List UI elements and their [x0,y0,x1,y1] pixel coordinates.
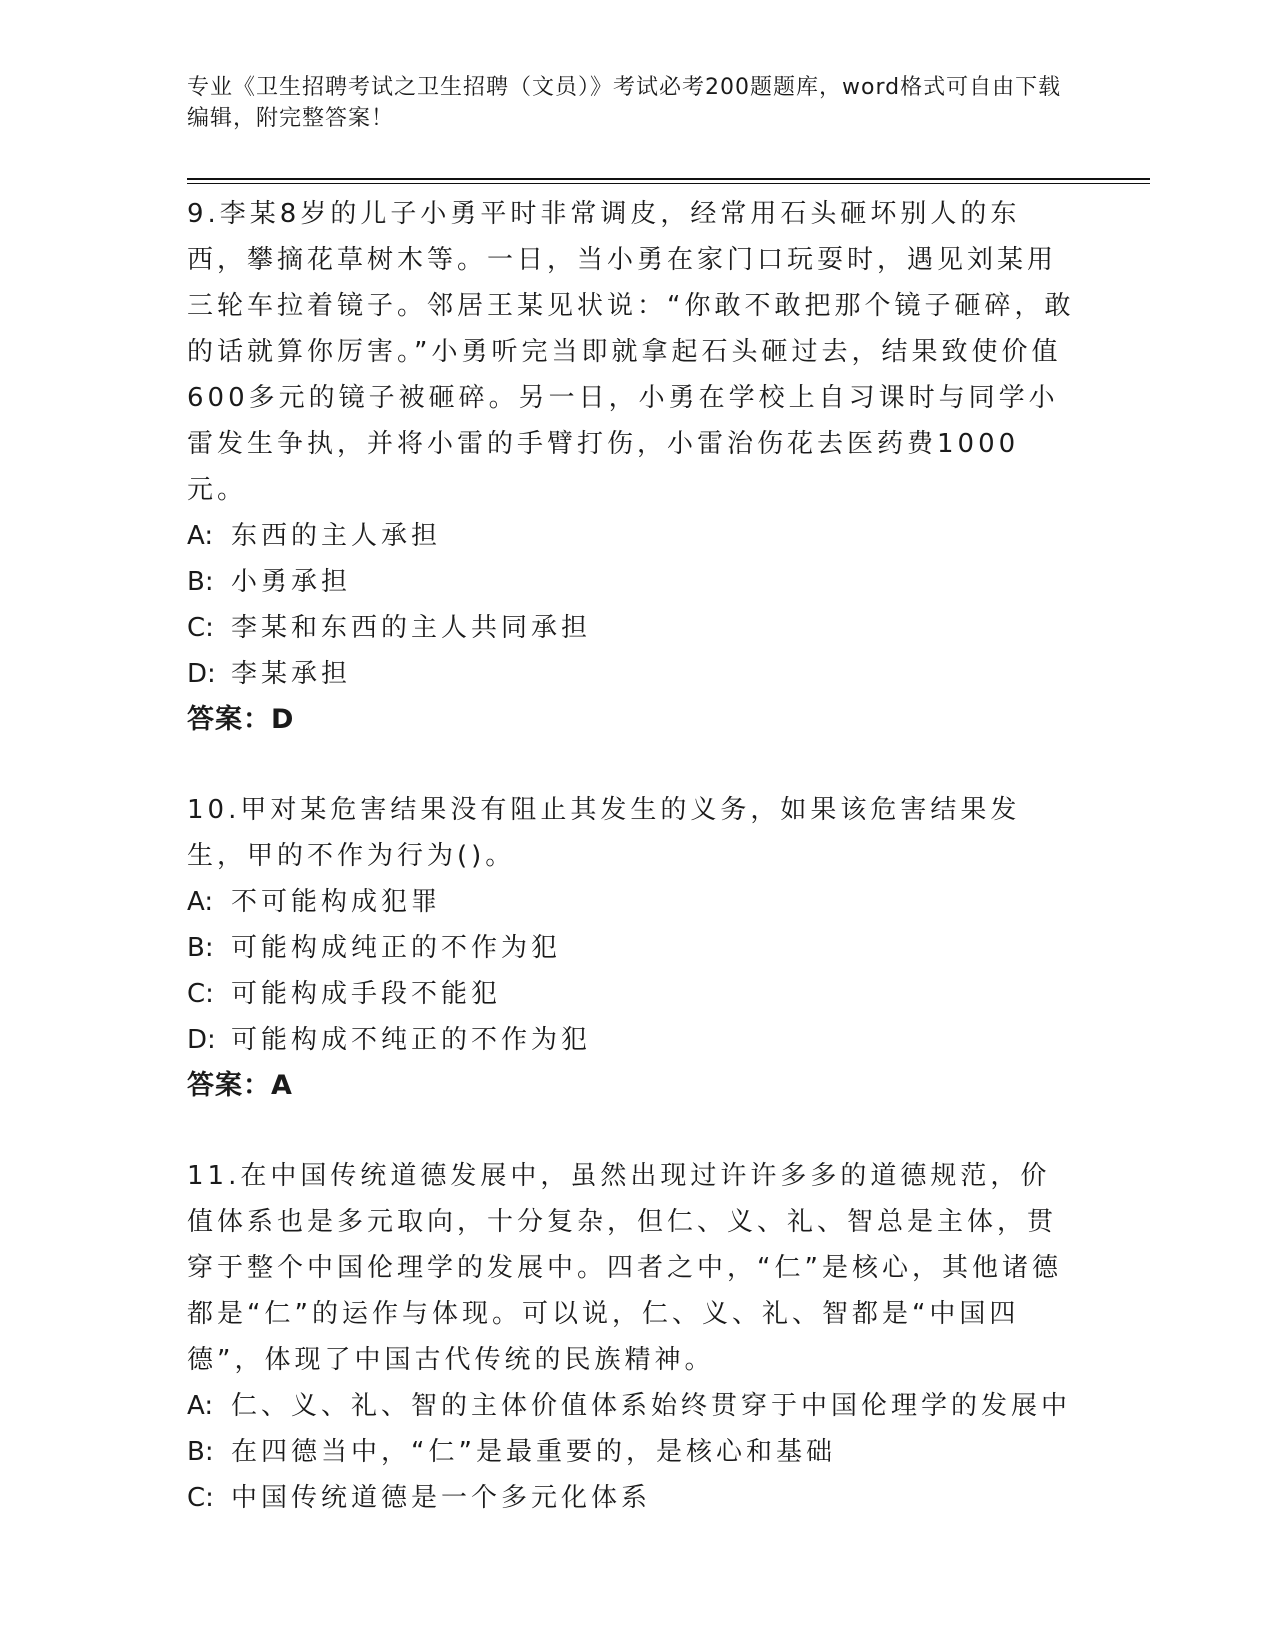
question-text: 10.甲对某危害结果没有阻止其发生的义务，如果该危害结果发生，甲的不作为行为()。 [187,795,1021,871]
option-text: 李某和东西的主人共同承担 [231,613,592,643]
document-header: 专业《卫生招聘考试之卫生招聘（文员）》考试必考200题题库，word格式可自由下载编辑，附完整答案！ [187,75,1062,131]
question-list [187,191,1077,1565]
option-key: D: [187,1025,216,1055]
option-key: C: [187,1483,214,1513]
option-c [187,1475,1077,1521]
option-d [187,651,1077,697]
option-key: B: [187,567,214,597]
option-key: B: [187,933,214,963]
option-c [187,605,1077,651]
option-text: 在四德当中，“仁”是最重要的，是核心和基础 [231,1437,836,1467]
option-d [187,1017,1077,1063]
option-b [187,559,1077,605]
option-text: 李某承担 [231,659,352,689]
option-key: C: [187,613,214,643]
option-text: 小勇承担 [231,567,352,597]
option-a [187,1383,1077,1429]
option-a [187,513,1077,559]
option-key: B: [187,1437,214,1467]
header-rule-thin [187,183,1150,184]
option-b [187,1429,1077,1475]
option-text: 仁、义、礼、智的主体价值体系始终贯穿于中国伦理学的发展中 [231,1391,1072,1421]
option-key: A: [187,1391,214,1421]
option-key: D: [187,659,216,689]
option-key: A: [187,887,214,917]
question-10 [187,787,1077,1109]
option-text: 可能构成纯正的不作为犯 [231,933,562,963]
option-text: 可能构成手段不能犯 [231,979,502,1009]
answer-line: 答案：D [187,704,295,735]
option-c [187,971,1077,1017]
question-text: 11.在中国传统道德发展中，虽然出现过许许多多的道德规范，价值体系也是多元取向，十分复杂，但仁、义、礼、智总是主体，贯穿于整个中国伦理学的发展中。四者之中，“仁”是核心，其他诸德都是“仁”的运作与体现。可以说，仁、义、礼、智都是“中国四德”，体现了中国古代传统的民族精神。 [187,1161,1062,1375]
question-9 [187,191,1077,743]
option-b [187,925,1077,971]
option-key: C: [187,979,214,1009]
option-text: 中国传统道德是一个多元化体系 [231,1483,652,1513]
option-a [187,879,1077,925]
question-text: 9.李某8岁的儿子小勇平时非常调皮，经常用石头砸坏别人的东西，攀摘花草树木等。一日，当小勇在家门口玩耍时，遇见刘某用三轮车拉着镜子。邻居王某见状说：“你敢不敢把那个镜子砸碎，敢的话就算你厉害。”小勇听完当即就拿起石头砸过去，结果致使价值600多元的镜子被砸碎。另一日，小勇在学校上自习课时与同学小雷发生争执，并将小雷的手臂打伤，小雷治伤花去医药费1000元。 [187,199,1075,505]
option-text: 可能构成不纯正的不作为犯 [231,1025,592,1055]
question-11 [187,1153,1077,1521]
option-text: 不可能构成犯罪 [231,887,442,917]
answer-line: 答案：A [187,1070,293,1101]
option-text: 东西的主人承担 [231,521,442,551]
header-rule-thick [187,178,1150,180]
option-key: A: [187,521,214,551]
